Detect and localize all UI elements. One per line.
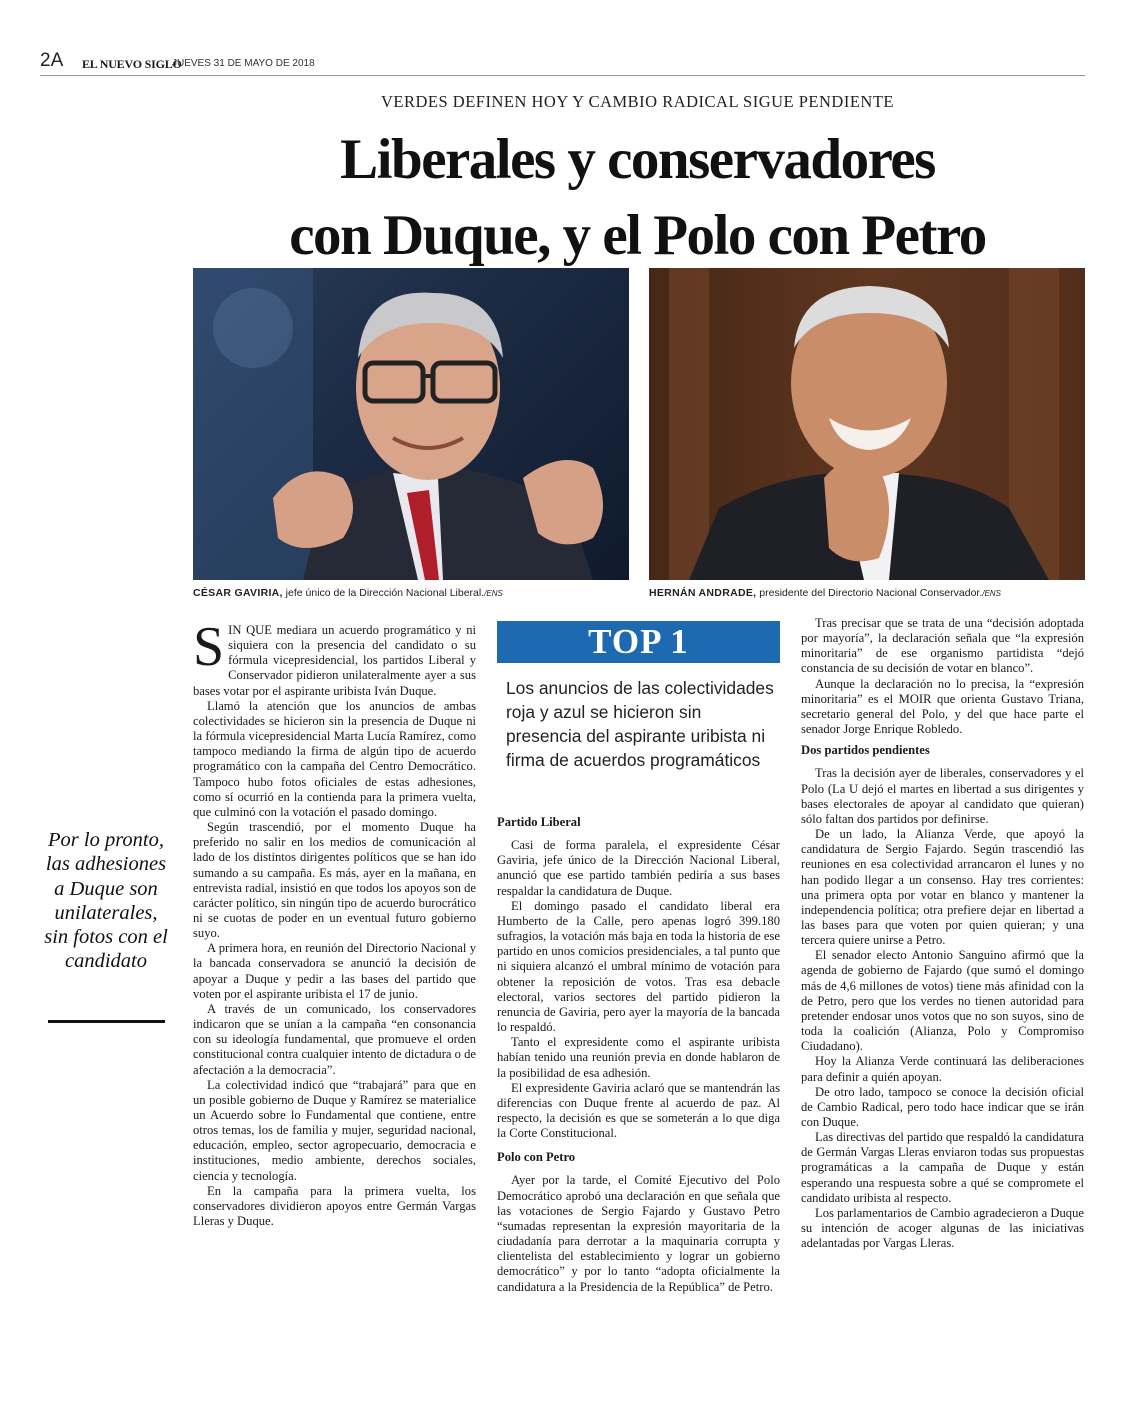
- paragraph: El domingo pasado el candidato liberal era Humberto de la Calle, pero apenas logró 399.180 sufragios, la votación más baja en toda la historia de ese partido en unos comicios presidenciales, a tal punto que ni siquiera alcanzó el umbral mínimo de votación para obtener la reposición de votos. Tras esa debacle electoral, varios sectores del partido pidieron la renuncia de Gaviria, pero ayer la mayoría de la bancada lo respaldó.: [497, 898, 780, 1035]
- article-column-1: [193, 616, 476, 1229]
- pull-quote-rule: [48, 1020, 165, 1023]
- paragraph: Tras precisar que se trata de una “decisión adoptada por mayoría”, la declaración señala que “la expresión minoritaria” de ese organismo partidista “dejó constancia de su decisión de votar en blanco”.: [801, 616, 1084, 676]
- newspaper-name: EL NUEVO SIGLO: [82, 57, 182, 71]
- photo1-caption: [193, 587, 503, 599]
- paragraph: Tras la decisión ayer de liberales, conservadores y el Polo (La U dejó el martes en libertad a sus dirigentes y bases electorales de apoyar al candidato que quieran) sólo faltan dos partidos por definirse.: [801, 766, 1084, 826]
- lead-text: IN QUE mediara un acuerdo programático y ni siquiera con la presencia del candidato o su fórmula vicepresidencial, los partidos Liberal y Conservador pidieron unilateralmente ayer a sus bases votar por el aspirante uribista Iván Duque.: [193, 623, 476, 698]
- lead-paragraph: [193, 616, 476, 699]
- issue-date: JUEVES 31 DE MAYO DE 2018: [172, 58, 315, 69]
- paragraph: Aunque la declaración no lo precisa, la “expresión minoritaria” es el MOIR que orienta Gustavo Triana, secretario general del Polo, y del que hace parte el senador Jorge Enrique Robledo.: [801, 676, 1084, 737]
- paragraph: A través de un comunicado, los conservadores indicaron que se unían a la campaña “en consonancia con su ideología fundamental, que promueve el orden constitucional contra cualquier intento de dictadura o de afectación a la democracia”.: [193, 1001, 476, 1077]
- subhead-polo-con-petro: Polo con Petro: [497, 1150, 576, 1165]
- top-summary: Los anuncios de las colectividades roja y azul se hicieron sin presencia del aspirante uribista ni firma de acuerdos programáticos: [506, 678, 774, 770]
- subhead-dos-partidos-pendientes: Dos partidos pendientes: [801, 743, 930, 758]
- headline-line-1: Liberales y conservadores: [340, 128, 935, 191]
- article-column-2: [497, 815, 780, 1295]
- paragraph: En la campaña para la primera vuelta, los conservadores dividieron apoyos entre Germán Vargas Lleras y Duque.: [193, 1183, 476, 1229]
- paragraph: El senador electo Antonio Sanguino afirmó que la agenda de gobierno de Fajardo (que sumó el domingo más de 4,6 millones de votos) tiene más afinidad con la de Petro, pero que los verdes no tienen autoridad para pretender endosar unos votos que no son suyos, sino de toda la coalición (Alianza, Polo y Compromiso Ciudadano).: [801, 948, 1084, 1054]
- photo1-caption-name: CÉSAR GAVIRIA,: [193, 587, 283, 599]
- paragraph: Según trascendió, por el momento Duque ha preferido no salir en los medios de comunicación al lado de los distintos dirigentes políticos que se han ido sumando a su campaña. Es más, ayer en la mañana, en entrevista radial, insistió en que todos los apoyos son de carácter político, sin ningún tipo de acuerdo burocrático ni se cuotas de poder en un eventual futuro gobierno suyo.: [193, 820, 476, 941]
- photo1-caption-text: jefe único de la Dirección Nacional Liberal.: [282, 587, 485, 599]
- subhead-partido-liberal: Partido Liberal: [497, 815, 581, 829]
- paragraph: A primera hora, en reunión del Directorio Nacional y la bancada conservadora se anunció la decisión de apoyar a Duque y pedir a las bases del partido que voten por el aspirante uribista el 17 de junio.: [193, 941, 476, 1001]
- header-rule: [40, 75, 1085, 76]
- paragraph: Llamó la atención que los anuncios de ambas colectividades se hicieron sin la presencia de Duque ni la fórmula vicepresidencial Marta Lucía Ramírez, como tampoco mediando la firma de algún tipo de acuerdo programático con la campaña del Centro Democrático. Tampoco hubo fotos oficiales de estas adhesiones, como sí ocurrió en la contienda para la primera vuelta, que culminó con la votación el pasado domingo.: [193, 698, 476, 819]
- photo2-caption: [649, 587, 1001, 599]
- photo2-caption-text: presidente del Directorio Nacional Conservador.: [756, 587, 983, 599]
- headline-line-2: con Duque, y el Polo con Petro: [289, 204, 986, 267]
- paragraph: De otro lado, tampoco se conoce la decisión oficial de Cambio Radical, pero todo hace indicar que se irán con Duque.: [801, 1084, 1084, 1129]
- top-label-box: [497, 621, 780, 663]
- photo2-credit: /ENS: [982, 589, 1001, 598]
- article-column-3: [801, 616, 1084, 1251]
- paragraph: Las directivas del partido que respaldó la candidatura de Germán Vargas Lleras enviaron todas sus propuestas programáticas a la campaña de Duque y están esperando una respuesta sobre a qué se compromete el candidato uribista al respecto.: [801, 1130, 1084, 1205]
- pull-quote: Por lo pronto, las adhesiones a Duque son unilaterales, sin fotos con el candidato: [44, 829, 168, 973]
- photo-cesar-gaviria: [193, 268, 629, 580]
- kicker: VERDES DEFINEN HOY Y CAMBIO RADICAL SIGUE PENDIENTE: [381, 92, 894, 111]
- drop-cap: S: [193, 616, 225, 678]
- portrait-illustration: [649, 268, 1085, 580]
- photo-hernan-andrade: [649, 268, 1085, 580]
- paragraph: Los parlamentarios de Cambio agradecieron a Duque su intención de acoger algunas de las iniciativas adelantadas por Vargas Lleras.: [801, 1205, 1084, 1251]
- paragraph: Casi de forma paralela, el expresidente César Gaviria, jefe único de la Dirección Nacional Liberal, anunció que ese partido también pediría a sus bases respaldar la candidatura de Duque.: [497, 838, 780, 898]
- paragraph: De un lado, la Alianza Verde, que apoyó la candidatura de Sergio Fajardo. Según trascendió las reuniones en esa colectividad arrancaron el lunes y no han podido llegar a un consenso. Hay tres corrientes: una primera opta por votar en blanco y mantener la independencia política; otra prefiere dejar en libertad a las bases para que voten por quien quieran; y una tercera quiere unirse a Petro.: [801, 827, 1084, 948]
- headline: [190, 122, 1085, 274]
- page-number: 2A: [40, 50, 64, 71]
- paragraph: La colectividad indicó que “trabajará” para que en un posible gobierno de Duque y Ramírez se materialice un Acuerdo sobre lo Fundamental que contiene, entre otros temas, los de familia y mujer, seguridad nacional, educación, empleo, sector agropecuario, democracia e instituciones, medio ambiente, derechos sociales, ciencia y tecnología.: [193, 1077, 476, 1183]
- paragraph: Hoy la Alianza Verde continuará las deliberaciones para definir a quién apoyan.: [801, 1054, 1084, 1084]
- photo2-caption-name: HERNÁN ANDRADE,: [649, 587, 757, 599]
- top-label: TOP 1: [588, 622, 689, 661]
- paragraph: El expresidente Gaviria aclaró que se mantendrán las diferencias con Duque frente al acuerdo de paz. Al respecto, la decisión es que se someterán a lo que diga la Corte Constitucional.: [497, 1080, 780, 1141]
- paragraph: Tanto el expresidente como el aspirante uribista habían tenido una reunión previa en donde hablaron de la posibilidad de esa adhesión.: [497, 1035, 780, 1080]
- paragraph: Ayer por la tarde, el Comité Ejecutivo del Polo Democrático aprobó una declaración en que señala que las votaciones de Sergio Fajardo y Gustavo Petro “sumadas representan la expresión mayoritaria de la ciudadanía para derrotar a la maquinaria corrupta y clientelista del establecimiento y lograr un gobierno democrático” y por lo tanto “adopta oficialmente la candidatura a la Presidencia de la República” de Petro.: [497, 1173, 780, 1294]
- portrait-illustration: [193, 268, 629, 580]
- photo1-credit: /ENS: [484, 589, 503, 598]
